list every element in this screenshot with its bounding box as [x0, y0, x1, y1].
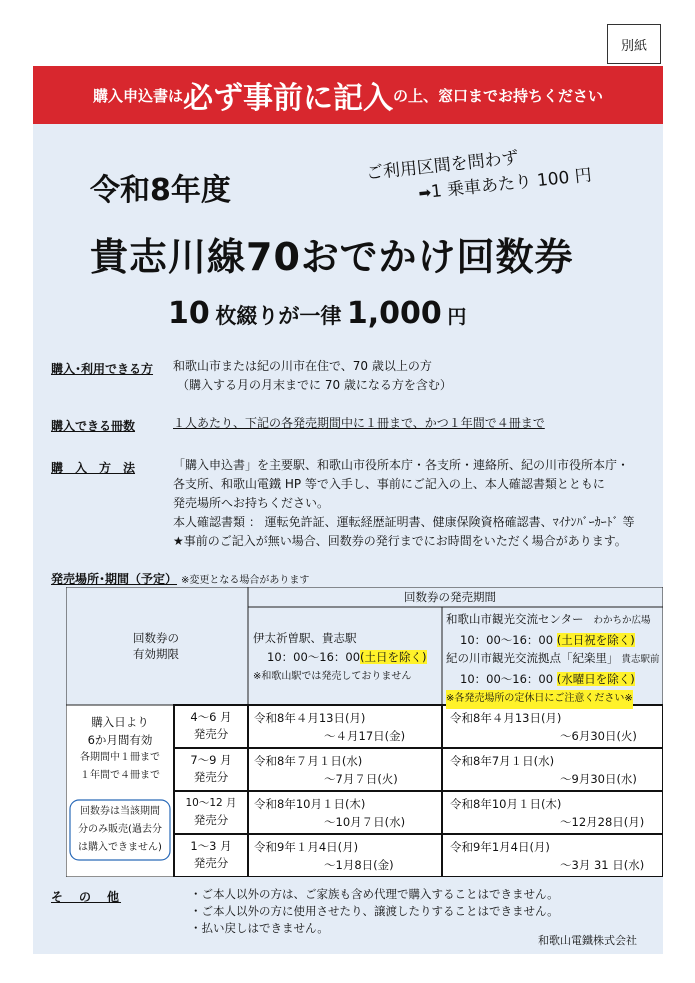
- row-venue1-end: ～7月７日(火): [324, 772, 398, 786]
- row-venue2-start: 令和8年４月13日(月): [450, 711, 562, 725]
- method-label: 購 入 方 法: [51, 461, 136, 475]
- limit-label: 購入できる冊数: [51, 419, 136, 433]
- banner-emphasis: 必ず事前に記入: [183, 81, 393, 116]
- row-venue1-start: 令和8年４月13日(月): [254, 711, 366, 725]
- venue-2-note: ※各発売場所の定休日にご注意ください※: [446, 690, 633, 709]
- row-period-sub: 発売分: [193, 727, 229, 741]
- validity-note-1: 購入日より: [91, 715, 149, 729]
- fiscal-year: 令和8年度: [90, 173, 231, 208]
- row-period-sub: 発売分: [193, 856, 229, 870]
- row-venue1-start: 令和9年１月4日(月): [254, 840, 359, 854]
- row-venue1-start: 令和8年10月１日(木): [254, 797, 366, 811]
- row-venue2-end: ～9月30日(水): [560, 772, 637, 786]
- venue-3-closed: (水曜日を除く): [556, 671, 635, 686]
- validity-note-4: １年間で４冊まで: [80, 770, 160, 781]
- row-venue2-start: 令和8年10月１日(木): [450, 797, 562, 811]
- row-venue2-end: ～3月 31 日(水): [560, 858, 645, 872]
- promo-line-1: ご利用区間を問わず: [365, 147, 520, 184]
- flyer: [33, 66, 663, 954]
- venue-2: [446, 610, 660, 709]
- eligible-text: [173, 357, 452, 395]
- validity-header-2: 有効期限: [133, 647, 179, 661]
- banner-post: の上、窓口までお持ちください: [393, 86, 604, 105]
- venue-3-name: 紀の川市観光交流拠点「紀楽里」: [446, 651, 619, 665]
- schedule-note: ※変更となる場合があります: [181, 575, 310, 586]
- sales-period-header: 回数券の発売期間: [404, 590, 496, 604]
- venue-2-closed: (土日祝を除く): [556, 632, 635, 647]
- sales-restriction-note: [70, 803, 170, 857]
- price-mid: 枚綴りが一律: [215, 304, 342, 328]
- ticket-title: 貴志川線70おでかけ回数券: [90, 235, 574, 279]
- row-venue1-end: ～10月７日(水): [324, 815, 406, 829]
- eligible-line-2: （購入する月の月末までに 70 歳になる方を含む）: [177, 378, 452, 392]
- row-venue2-start: 令和8年7月１日(水): [450, 754, 555, 768]
- validity-note: [66, 713, 174, 785]
- arrow-right-icon: ➡: [417, 183, 433, 203]
- others-line-2: ・ご本人以外の方に使用させたり、譲渡したりすることはできません。: [190, 904, 559, 918]
- validity-header-1: 回数券の: [133, 631, 179, 645]
- limit-text: １人あたり、下記の各発売期間中に１冊まで、かつ１年間で４冊まで: [173, 416, 545, 430]
- price-amount: 1,000: [346, 296, 442, 331]
- row-period-sub: 発売分: [193, 813, 229, 827]
- validity-note-3: 各期間中１冊まで: [80, 752, 160, 763]
- venue-3-sub: 貴志駅前: [621, 654, 660, 665]
- eligible-label: 購入･利用できる方: [51, 362, 154, 376]
- method-line-3: 発売場所へお持ちください。: [173, 496, 330, 510]
- company-name: 和歌山電鐵株式会社: [538, 934, 637, 947]
- venue-1-note: ※和歌山駅では発売しておりません: [253, 671, 412, 682]
- venue-1: [253, 629, 427, 686]
- validity-note-2: 6か月間有効: [87, 733, 153, 747]
- validity-header: [126, 630, 186, 662]
- others-line-3: ・払い戻しはできません。: [190, 921, 329, 935]
- price-line: [168, 296, 466, 331]
- others-text: [190, 886, 559, 937]
- row-venue2-end: ～6月30日(火): [560, 729, 637, 743]
- price-unit: 円: [447, 306, 467, 328]
- promo-note: [365, 133, 649, 212]
- method-line-1: 「購入申込書」を主要駅、和歌山市役所本庁・各支所・連絡所、紀の川市役所本庁・: [173, 458, 630, 472]
- row-period: 4～6 月: [190, 710, 232, 724]
- top-banner: [33, 66, 663, 124]
- venue-2-name: 和歌山市観光交流センター: [446, 612, 584, 626]
- others-line-1: ・ご本人以外の方は、ご家族も含め代理で購入することはできません。: [190, 887, 559, 901]
- row-venue1-start: 令和8年７月１日(水): [254, 754, 363, 768]
- schedule-table: [66, 587, 663, 877]
- promo-line-2: 1 乗車あたり 100 円: [430, 165, 593, 203]
- others-label: そ の 他: [51, 890, 122, 904]
- restriction-line-2: 分のみ販売(過去分: [78, 824, 162, 835]
- row-period: 1～3 月: [190, 839, 232, 853]
- row-venue1-end: ～1月8日(金): [324, 858, 394, 872]
- row-venue1-end: ～４月17日(金): [324, 729, 406, 743]
- row-venue2-end: ～12月28日(月): [560, 815, 645, 829]
- attachment-tag: 別紙: [607, 24, 661, 64]
- method-line-2: 各支所、和歌山電鐵 HP 等で入手し、事前にご記入の上、本人確認書類とともに: [173, 477, 605, 491]
- restriction-line-1: 回数券は当該期間: [80, 806, 160, 817]
- venue-2-time: 10：00～16：00: [460, 632, 554, 647]
- venue-1-closed: (土日を除く): [360, 650, 427, 664]
- eligible-line-1: 和歌山市または紀の川市在住で、70 歳以上の方: [173, 359, 432, 373]
- venue-2-sub: わかちか広場: [593, 615, 651, 626]
- price-count: 10: [168, 296, 210, 331]
- row-period: 10～12 月: [185, 797, 237, 809]
- banner-pre: 購入申込書は: [92, 86, 183, 105]
- method-line-4: 本人確認書類 ： 運転免許証、運転経歴証明書、健康保険資格確認書、ﾏｲﾅﾝﾊﾞｰｶｰﾄﾞ 等: [173, 515, 635, 529]
- schedule-label: 発売場所･期間（予定）: [51, 572, 178, 586]
- venue-3-time: 10：00～16：00: [460, 671, 554, 686]
- method-text: [173, 456, 634, 551]
- schedule-heading: [51, 570, 309, 587]
- row-period: 7～9 月: [190, 753, 232, 767]
- venue-1-time: 10：00～16：00: [267, 650, 361, 664]
- restriction-line-3: は購入できません): [78, 842, 162, 853]
- row-venue2-start: 令和9年1月4日(月): [450, 840, 550, 854]
- method-line-5: ★事前のご記入が無い場合、回数券の発行までにお時間をいただく場合があります。: [173, 534, 627, 548]
- venue-1-name: 伊太祈曽駅、貴志駅: [253, 631, 357, 645]
- row-period-sub: 発売分: [193, 770, 229, 784]
